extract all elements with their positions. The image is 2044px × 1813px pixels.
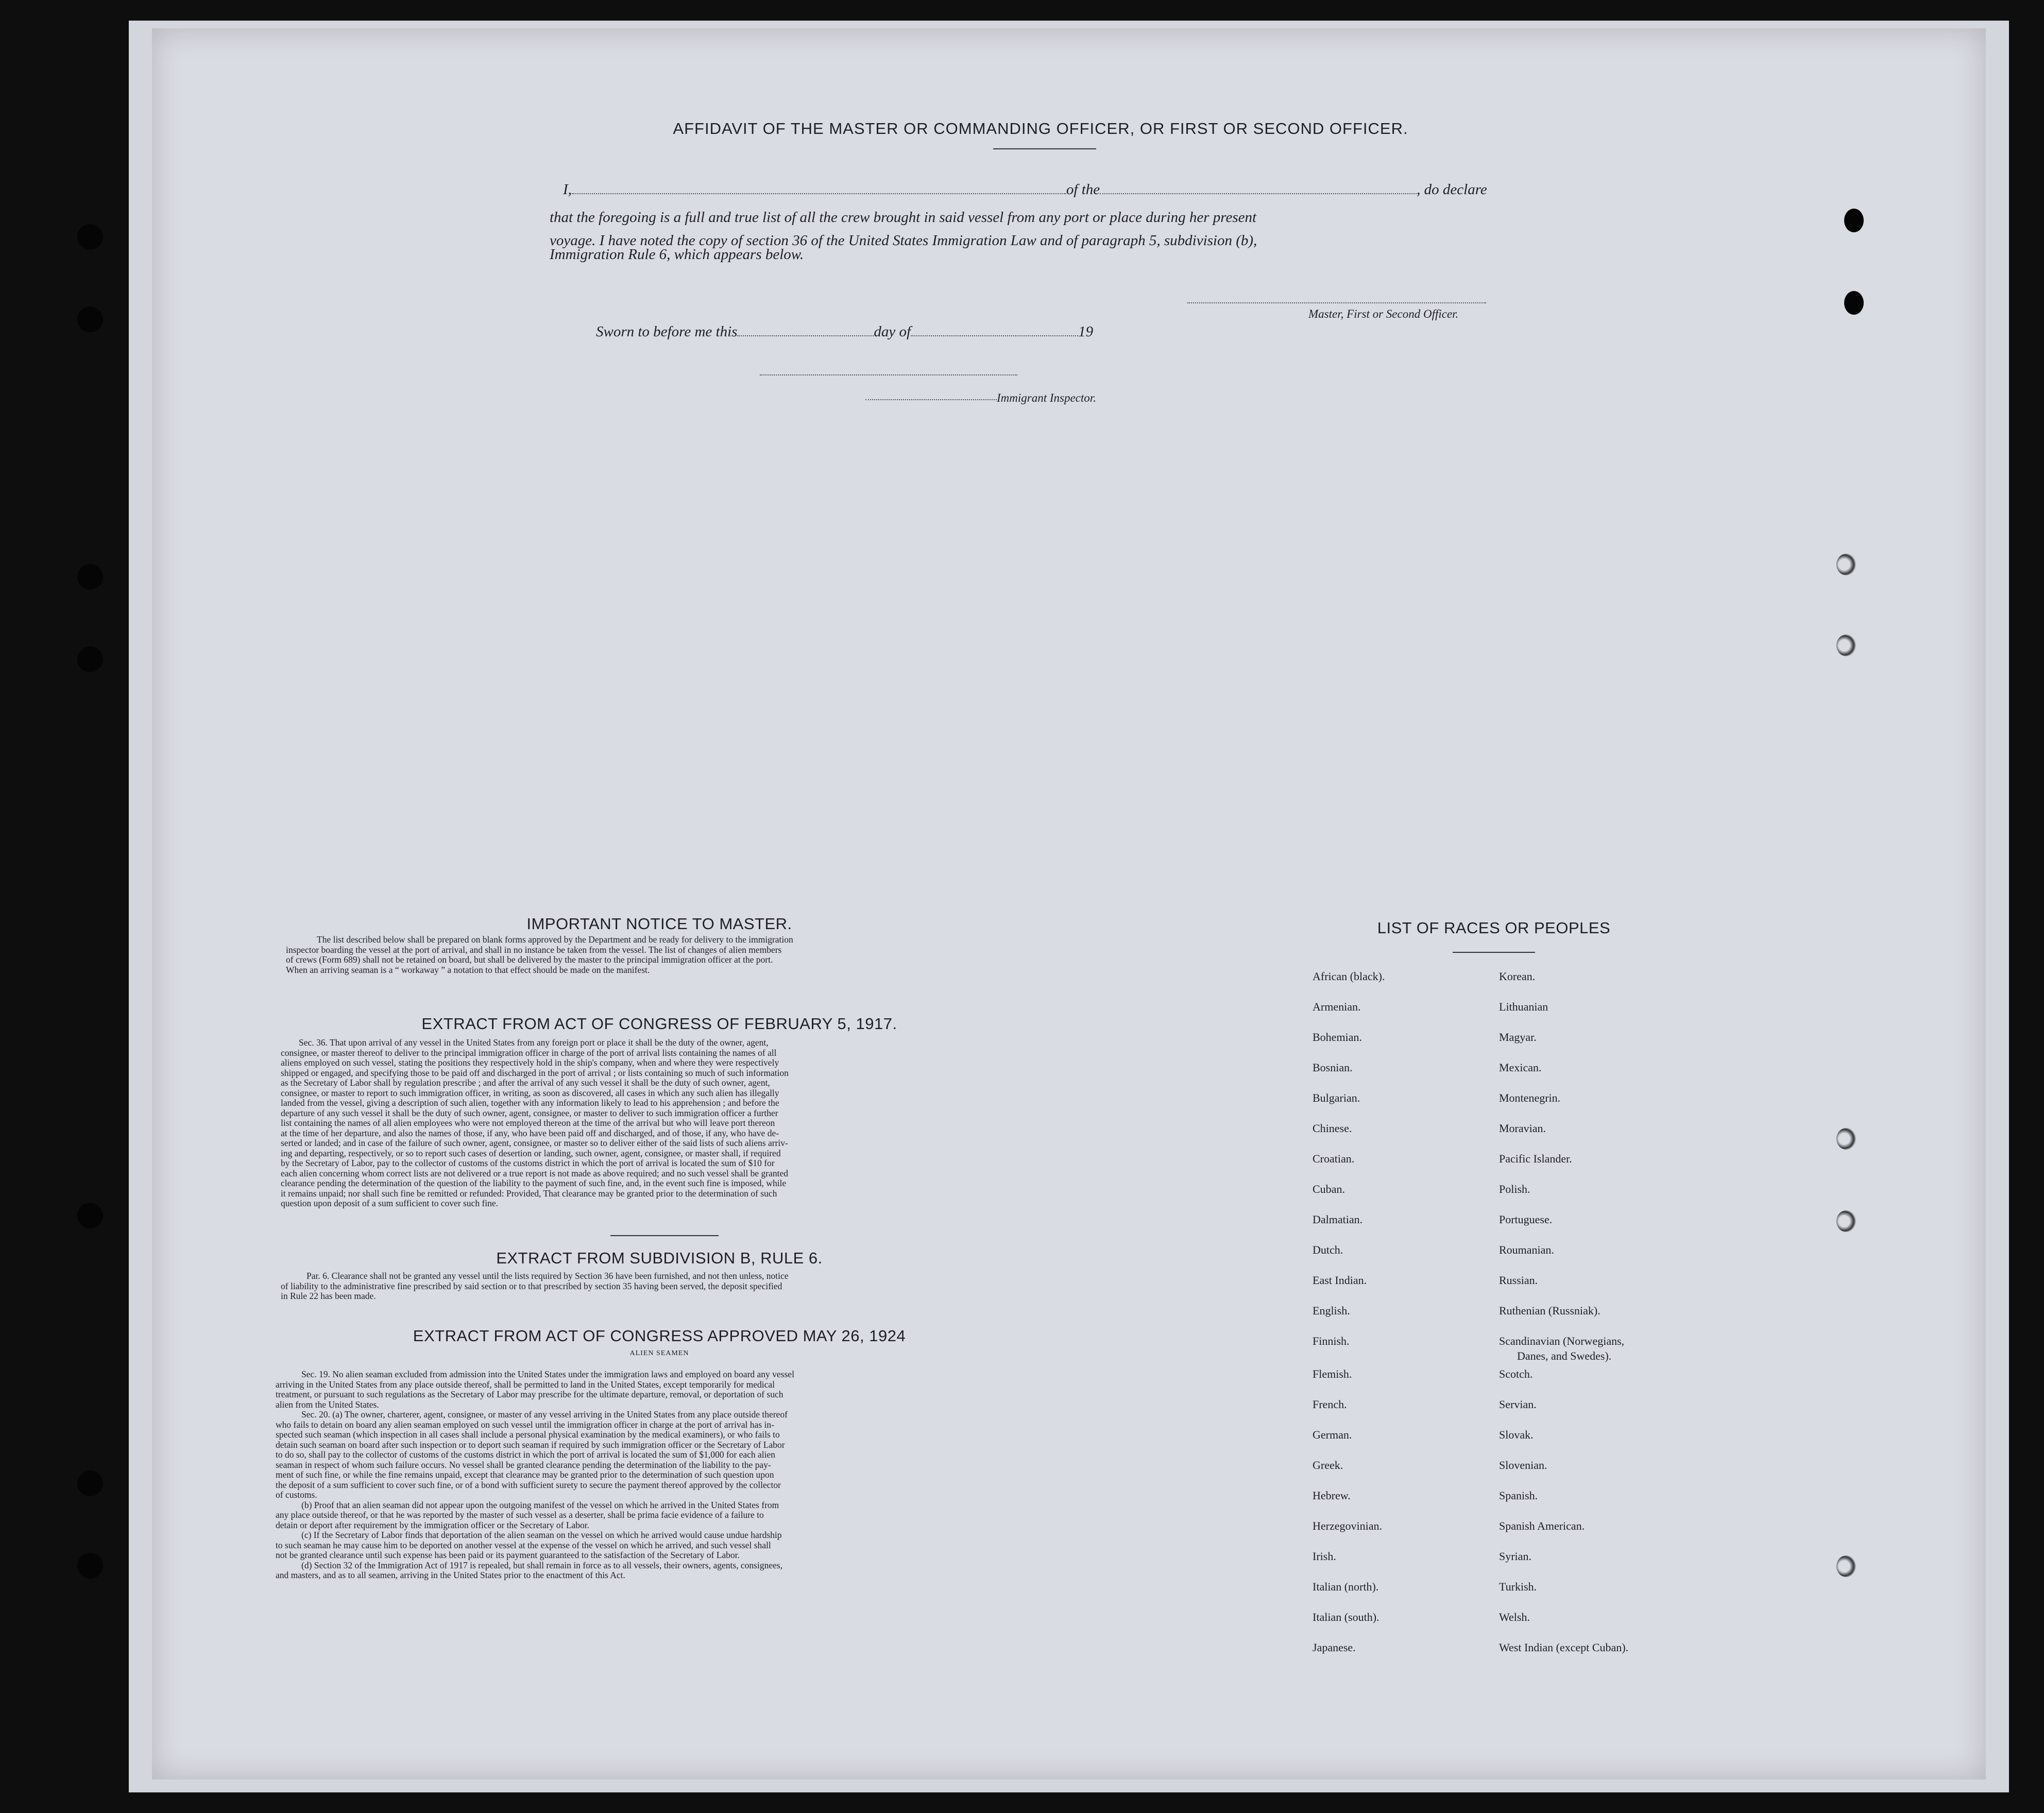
extract-1924-subtitle: ALIEN SEAMEN <box>629 1349 689 1357</box>
text-line: shipped or engaged, and specifying those to be paid off and discharged in the port of arrival ; or lists containing so much of such information <box>281 1067 789 1078</box>
affidavit-title: AFFIDAVIT OF THE MASTER OR COMMANDING OFFICER, OR FIRST OR SECOND OFFICER. <box>673 119 1408 138</box>
punch-hole <box>1836 1128 1856 1150</box>
inspector-caption: Immigrant Inspector. <box>997 391 1096 404</box>
sworn-year: 19 <box>1078 323 1094 340</box>
race-item: Armenian. <box>1313 1000 1361 1013</box>
race-item: Hebrew. <box>1313 1489 1351 1502</box>
punch-hole <box>77 1553 103 1579</box>
text-line: to such seaman he may cause him to be deported on another vessel at the expense of the vessel on which he arrived, and such vessel shall <box>276 1540 771 1550</box>
race-item: Moravian. <box>1499 1122 1546 1135</box>
sworn-line <box>596 323 1093 340</box>
punch-hole <box>77 1470 103 1496</box>
race-item: Cuban. <box>1313 1183 1345 1195</box>
text-line: Sec. 36. That upon arrival of any vessel in the United States from any foreign port or place it shall be the duty of the owner, agent, <box>299 1037 769 1048</box>
text-line: seaman in respect of whom such failure occurs. No vessel shall be granted clearance pending the determination of the liability to the pay- <box>276 1459 771 1470</box>
punch-hole <box>1844 291 1864 315</box>
text-line: of liability to the administrative fine prescribed by said section or to that prescribed by section 35 having been served, the deposit specified <box>281 1280 782 1291</box>
text-line: any place outside thereof, or that he was reported by the master of such vessel as a deserter, shall be prima facie evidence of a failure to <box>276 1510 764 1520</box>
text-line: Sec. 20. (a) The owner, charterer, agent, consignee, or master of any vessel arriving in the United States from any place outside thereof <box>301 1409 788 1419</box>
race-item: Servian. <box>1499 1398 1537 1411</box>
extract-1917-title: EXTRACT FROM ACT OF CONGRESS OF FEBRUARY 5, 1917. <box>421 1015 897 1033</box>
races-title: LIST OF RACES OR PEOPLES <box>1377 919 1611 937</box>
race-item: French. <box>1313 1398 1347 1411</box>
text-line: departure of any such vessel it shall be the duty of such owner, agent, consignee, or master to deliver to such immigration officer a further <box>281 1107 778 1118</box>
race-item: Herzegovinian. <box>1313 1519 1382 1532</box>
master-signature-caption: Master, First or Second Officer. <box>1308 307 1459 320</box>
text-line: ment of such fine, or while the fine remains unpaid, except that clearance may be granted prior to the determination of such question upon <box>276 1469 774 1480</box>
text-line: each alien concerning whom correct lists are not delivered or a true report is not made as above required; and no such vessel shall be granted <box>281 1168 788 1178</box>
race-item: Montenegrin. <box>1499 1091 1561 1104</box>
text-line: question upon deposit of a sum sufficient to cover such fine. <box>281 1198 499 1208</box>
punch-hole <box>1836 635 1856 656</box>
vessel-blank[interactable] <box>1100 193 1417 194</box>
punch-hole <box>1836 1555 1856 1577</box>
sworn-day-of: day of <box>874 323 911 340</box>
text-line: (d) Section 32 of the Immigration Act of 1917 is repealed, but shall remain in force as to all vessels, their owners, agents, consignees, <box>301 1560 783 1570</box>
race-item: Welsh. <box>1499 1611 1530 1623</box>
race-item: German. <box>1313 1428 1352 1441</box>
extract-rule6-title: EXTRACT FROM SUBDIVISION B, RULE 6. <box>496 1249 823 1267</box>
race-item: Scotch. <box>1499 1367 1533 1380</box>
race-item: African (black). <box>1313 970 1385 983</box>
text-line: The list described below shall be prepared on blank forms approved by the Department and be ready for delivery to the immigration <box>317 934 793 945</box>
race-item: Bulgarian. <box>1313 1091 1360 1104</box>
race-item: Irish. <box>1313 1550 1336 1563</box>
punch-hole <box>77 564 103 590</box>
text-line: arriving in the United States from any place outside thereof, shall be permitted to land in the United States, except temporarily for medical <box>276 1379 775 1390</box>
text-line: (b) Proof that an alien seaman did not appear upon the outgoing manifest of the vessel on which he arrived in the United States from <box>301 1499 779 1510</box>
race-item: Turkish. <box>1499 1580 1537 1593</box>
text-line: (c) If the Secretary of Labor finds that deportation of the alien seaman on the vessel on which he arrived would cause undue hardship <box>301 1530 782 1540</box>
sworn-prefix: Sworn to before me this <box>596 323 738 340</box>
text-line: consignee, or master to report to such immigration officer, in writing, as soon as discovered, all cases in which any such alien has illegally <box>281 1087 779 1098</box>
race-item: Pacific Islander. <box>1499 1152 1572 1165</box>
text-line: of crews (Form 689) shall not be retained on board, but shall be delivered by the master to the principal immigration officer at the port. <box>286 954 773 965</box>
text-line: it remains unpaid; nor shall such fine be remitted or refunded: Provided, That clearance may be granted prior to the determination of such <box>281 1188 777 1199</box>
punch-hole <box>77 1203 103 1228</box>
affidavit-line-3: voyage. I have noted the copy of section 36 of the United States Immigration Law and of paragraph 5, subdivision (b), <box>550 232 1257 249</box>
text-line: in Rule 22 has been made. <box>281 1291 376 1301</box>
text-line: to do so, shall pay to the collector of customs of the customs district in which the port of arrival is located the sum of $1,000 for each alien <box>276 1449 776 1460</box>
race-item: Spanish. <box>1499 1489 1538 1502</box>
race-item: Lithuanian <box>1499 1000 1548 1013</box>
affidavit-i-label: I, <box>563 181 572 198</box>
text-line: who fails to detain on board any alien seaman employed on such vessel until the immigration officer in charge at the port of arrival has in- <box>276 1419 774 1430</box>
race-item: English. <box>1313 1304 1350 1317</box>
inspector-caption-line <box>865 399 997 400</box>
master-signature-line[interactable] <box>1187 302 1486 303</box>
text-line: inspector boarding the vessel at the port of arrival, and shall in no instance be taken from the vessel. The list of changes of alien members <box>286 944 782 955</box>
race-item: Roumanian. <box>1499 1243 1554 1256</box>
punch-hole <box>1844 209 1864 232</box>
text-line: list containing the names of all alien employees who were not employed thereon at the time of the arrival but who will leave port thereon <box>281 1118 775 1128</box>
race-item: Italian (south). <box>1313 1611 1379 1623</box>
race-item: Syrian. <box>1499 1550 1531 1563</box>
text-line: landed from the vessel, giving a description of such alien, together with any information likely to lead to his apprehension ; and before the <box>281 1098 779 1108</box>
race-item: Spanish American. <box>1499 1519 1585 1532</box>
race-item: Italian (north). <box>1313 1580 1379 1593</box>
divider <box>993 148 1096 149</box>
race-item: Scandinavian (Norwegians, <box>1499 1335 1625 1347</box>
text-line: alien from the United States. <box>276 1399 379 1410</box>
text-line: of customs. <box>276 1490 317 1500</box>
text-line: as the Secretary of Labor shall by regulation prescribe ; and after the arrival of any such vessel it shall be the duty of such owner, agent, <box>281 1077 770 1088</box>
text-line: aliens employed on such vessel, stating the positions they respectively hold in the ship's company, when and where they were respectively <box>281 1057 779 1068</box>
punch-hole <box>77 306 103 332</box>
punch-hole <box>77 646 103 672</box>
text-line: treatment, or pursuant to such regulations as the Secretary of Labor may prescribe for the ultimate departure, removal, or deportation of such <box>276 1389 783 1399</box>
race-item: Croatian. <box>1313 1152 1355 1165</box>
race-item: Dutch. <box>1313 1243 1343 1256</box>
divider <box>610 1235 719 1236</box>
name-blank[interactable] <box>572 193 1066 194</box>
affidavit-line-2: that the foregoing is a full and true list of all the crew brought in said vessel from any port or place during her present <box>550 209 1257 226</box>
race-item: Dalmatian. <box>1313 1213 1363 1226</box>
affidavit-declare-label: , do declare <box>1417 181 1487 198</box>
sworn-month-blank[interactable] <box>911 335 1078 336</box>
text-line: Par. 6. Clearance shall not be granted any vessel until the lists required by Section 36 have been furnished, and not then unless, notice <box>306 1271 789 1281</box>
race-item-continuation: Danes, and Swedes). <box>1517 1349 1612 1362</box>
race-item: Slovenian. <box>1499 1459 1547 1472</box>
text-line: at the time of her departure, and also the names of those, if any, who have been paid off and discharged, and of those, if any, who have de- <box>281 1127 779 1138</box>
race-item: West Indian (except Cuban). <box>1499 1641 1629 1654</box>
race-item: East Indian. <box>1313 1274 1367 1287</box>
extract-1924-title: EXTRACT FROM ACT OF CONGRESS APPROVED MAY 26, 1924 <box>413 1327 906 1345</box>
race-item: Bohemian. <box>1313 1031 1362 1044</box>
affidavit-of-the-label: of the <box>1066 181 1100 198</box>
race-item: Slovak. <box>1499 1428 1534 1441</box>
extract-1924-body <box>276 1370 1035 1581</box>
text-line: consignee, or master thereof to deliver to the principal immigration officer in charge of the port of arrival lists containing the names of all <box>281 1047 777 1058</box>
text-line: detain such seaman on board after such inspection or to deport such seaman if required by such immigration officer or the Secretary of Labor <box>276 1439 785 1450</box>
affidavit-line-1 <box>563 181 1487 198</box>
race-item: Magyar. <box>1499 1031 1537 1044</box>
text-line: by the Secretary of Labor, pay to the collector of customs of the customs district in which the port of arrival is located the sum of $10 for <box>281 1158 775 1168</box>
text-line: spected such seaman (which inspection in all cases shall include a personal physical examination by the medical examiners), or who fails to <box>276 1429 780 1440</box>
race-item: Ruthenian (Russniak). <box>1499 1304 1600 1317</box>
text-line: When an arriving seaman is a “ workaway ” a notation to that effect should be made on the manifest. <box>286 964 650 975</box>
inspector-signature-line[interactable] <box>760 374 1017 375</box>
text-line: not be granted clearance until such expense has been paid or its payment guaranteed to the satisfaction of the Secretary of Labor. <box>276 1550 740 1560</box>
divider <box>1453 952 1535 953</box>
extract-rule6-body <box>281 1271 1038 1302</box>
notice-title: IMPORTANT NOTICE TO MASTER. <box>526 915 792 933</box>
race-item: Mexican. <box>1499 1061 1542 1074</box>
text-line: and masters, and as to all seamen, arriving in the United States prior to the enactment of this Act. <box>276 1570 625 1580</box>
punch-hole <box>77 224 103 250</box>
race-item: Korean. <box>1499 970 1536 983</box>
race-item: Polish. <box>1499 1183 1530 1195</box>
race-item: Flemish. <box>1313 1367 1352 1380</box>
text-line: clearance pending the determination of the question of the liability to the payment of such fine, and, in the event such fine is imposed, while <box>281 1178 787 1188</box>
race-item: Portuguese. <box>1499 1213 1553 1226</box>
text-line: serted or landed; and in case of the failure of such owner, agent, consignee, or master so to deliver either of the said lists of such aliens arriv- <box>281 1138 788 1148</box>
sworn-day-blank[interactable] <box>737 335 874 336</box>
punch-hole <box>1836 1210 1856 1232</box>
race-item: Russian. <box>1499 1274 1538 1287</box>
race-item: Japanese. <box>1313 1641 1356 1654</box>
text-line: the deposit of a sum sufficient to cover such fine, or of a bond with sufficient surety to secure the payment thereof approved by the collector <box>276 1479 781 1490</box>
race-item: Bosnian. <box>1313 1061 1353 1074</box>
punch-hole <box>1836 554 1856 575</box>
text-line: Sec. 19. No alien seaman excluded from admission into the United States under the immigration laws and employed on board any vessel <box>301 1369 794 1379</box>
race-item: Chinese. <box>1313 1122 1352 1135</box>
race-item: Greek. <box>1313 1459 1343 1472</box>
race-item: Finnish. <box>1313 1335 1350 1347</box>
text-line: ing and departing, respectively, or so to report such cases of desertion or landing, such owner, agent, consignee, or master shall, if required <box>281 1148 781 1158</box>
text-line: detain or deport after requirement by the immigration officer or the Secretary of Labor. <box>276 1519 590 1530</box>
notice-body <box>286 935 1043 975</box>
affidavit-line-4: Immigration Rule 6, which appears below. <box>550 246 804 263</box>
extract-1917-body <box>281 1038 1038 1209</box>
